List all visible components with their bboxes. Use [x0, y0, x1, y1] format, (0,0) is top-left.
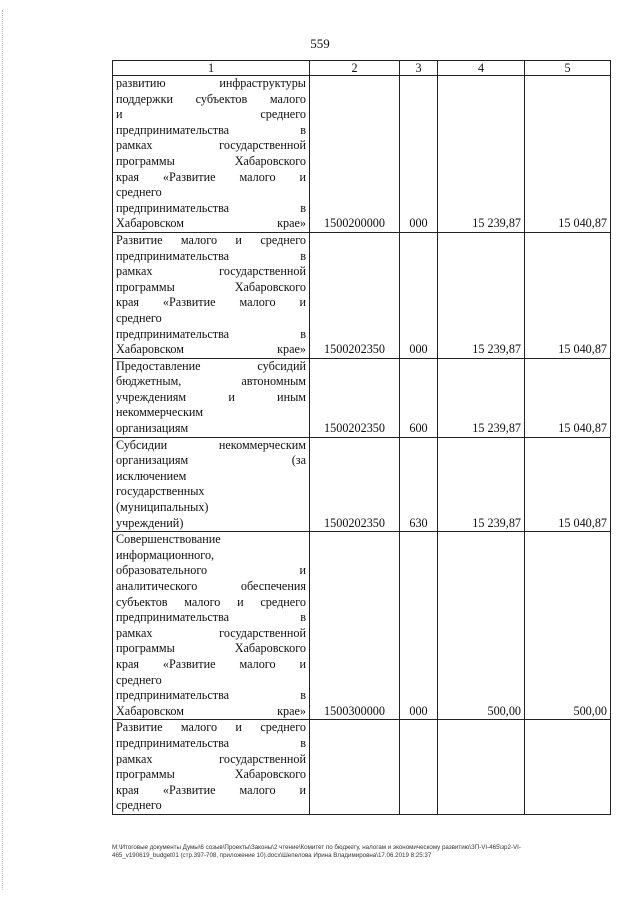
- table-body: [113, 76, 611, 815]
- footer-path-line-2: 465_v190619_budget01 (стр.397-708, приложение 10).docx\Шепелова Ирина Владимировна\17.06.2019 8:25:37: [112, 852, 432, 859]
- row-name-line: края «Развитие малого и: [116, 782, 306, 797]
- amount-year-2-cell: 15 040,87: [525, 232, 611, 358]
- row-name-cell: [113, 437, 310, 532]
- amount-year-1-cell: 15 239,87: [438, 232, 525, 358]
- amount-year-2-cell: 15 040,87: [525, 358, 611, 437]
- table-header-row: [113, 61, 611, 76]
- row-name-line: программы Хабаровского: [116, 153, 306, 168]
- document-footer: [112, 844, 622, 860]
- target-code-cell: 1500300000: [310, 532, 400, 720]
- row-name-line: программы Хабаровского: [116, 279, 306, 294]
- target-code-cell: [310, 720, 400, 815]
- expense-group-cell: 000: [400, 532, 438, 720]
- row-name-line: среднего: [116, 185, 162, 200]
- row-name-line: учреждений): [116, 515, 184, 530]
- row-name-line: предпринимательства в: [116, 200, 306, 215]
- row-name-cell: [113, 358, 310, 437]
- amount-year-2-cell: 15 040,87: [525, 76, 611, 233]
- row-name-line: некоммерческим: [116, 405, 204, 420]
- row-name-line: развитию инфраструктуры: [116, 76, 306, 90]
- row-name-line: предпринимательства в: [116, 248, 306, 263]
- header-col-5: 5: [525, 61, 611, 76]
- table-row: [113, 232, 611, 358]
- expense-group-cell: 630: [400, 437, 438, 532]
- row-name-line: бюджетным, автономным: [116, 374, 306, 389]
- page-number: 559: [310, 36, 330, 51]
- target-code-cell: 1500202350: [310, 358, 400, 437]
- row-name-line: Хабаровском крае»: [116, 342, 306, 357]
- scan-margin-mark: [2, 10, 5, 890]
- amount-year-1-cell: 500,00: [438, 532, 525, 720]
- row-name-line: рамках государственной: [116, 264, 306, 279]
- table-row: [113, 720, 611, 815]
- row-name-line: Развитие малого и среднего: [116, 232, 306, 247]
- row-name-line: организациям (за: [116, 453, 306, 468]
- footer-path-line-1: M:\Итоговые документы Думы\6 созыв\Проекты\Законы\2 чтение\Комитет по бюджету, налогам и экономическому развитию\ЗП-VI-465\зр2-VI-: [112, 844, 521, 851]
- row-name-line: среднего: [116, 310, 162, 325]
- table-row: [113, 437, 611, 532]
- row-name-line: края «Развитие малого и: [116, 656, 306, 671]
- row-name-line: Совершенствование: [116, 532, 221, 547]
- expense-group-cell: 000: [400, 232, 438, 358]
- row-name-line: образовательного и: [116, 563, 306, 578]
- target-code-cell: 1500200000: [310, 76, 400, 233]
- target-code-cell: 1500202350: [310, 437, 400, 532]
- row-name-cell: [113, 720, 310, 815]
- row-name-line: предпринимательства в: [116, 610, 306, 625]
- header-col-3: 3: [400, 61, 438, 76]
- row-name-line: края «Развитие малого и: [116, 295, 306, 310]
- row-name-line: предпринимательства в: [116, 735, 306, 750]
- row-name-line: информационного,: [116, 547, 215, 562]
- row-name-line: рамках государственной: [116, 625, 306, 640]
- row-name-line: среднего: [116, 798, 162, 813]
- amount-year-1-cell: 15 239,87: [438, 358, 525, 437]
- row-name-line: исключением: [116, 468, 187, 483]
- amount-year-2-cell: 500,00: [525, 532, 611, 720]
- row-name-cell: [113, 532, 310, 720]
- amount-year-1-cell: 15 239,87: [438, 437, 525, 532]
- row-name-line: рамках государственной: [116, 138, 306, 153]
- amount-year-1-cell: 15 239,87: [438, 76, 525, 233]
- row-name-line: программы Хабаровского: [116, 767, 306, 782]
- row-name-line: программы Хабаровского: [116, 641, 306, 656]
- row-name-line: предпринимательства в: [116, 688, 306, 703]
- row-name-line: среднего: [116, 672, 162, 687]
- row-name-line: Субсидии некоммерческим: [116, 437, 306, 452]
- amount-year-2-cell: 15 040,87: [525, 437, 611, 532]
- row-name-line: края «Развитие малого и: [116, 169, 306, 184]
- table-row: [113, 532, 611, 720]
- row-name-line: государственных: [116, 484, 205, 499]
- budget-table: [112, 60, 611, 815]
- row-name-line: Хабаровском крае»: [116, 703, 306, 718]
- row-name-line: Предоставление субсидий: [116, 358, 306, 373]
- row-name-line: организациям: [116, 421, 189, 436]
- header-col-4: 4: [438, 61, 525, 76]
- row-name-line: субъектов малого и среднего: [116, 594, 306, 609]
- expense-group-cell: 000: [400, 76, 438, 233]
- row-name-line: Хабаровском крае»: [116, 216, 306, 231]
- row-name-line: рамках государственной: [116, 751, 306, 766]
- amount-year-2-cell: [525, 720, 611, 815]
- row-name-line: учреждениям и иным: [116, 389, 306, 404]
- target-code-cell: 1500202350: [310, 232, 400, 358]
- row-name-line: предпринимательства в: [116, 326, 306, 341]
- row-name-line: Развитие малого и среднего: [116, 720, 306, 735]
- header-col-2: 2: [310, 61, 400, 76]
- row-name-line: и среднего: [116, 107, 306, 122]
- row-name-line: (муниципальных): [116, 500, 209, 515]
- row-name-line: поддержки субъектов малого: [116, 91, 306, 106]
- header-col-1: 1: [113, 61, 310, 76]
- table-row: [113, 76, 611, 233]
- amount-year-1-cell: [438, 720, 525, 815]
- row-name-line: аналитического обеспечения: [116, 579, 306, 593]
- table-row: [113, 358, 611, 437]
- expense-group-cell: [400, 720, 438, 815]
- row-name-line: предпринимательства в: [116, 122, 306, 137]
- expense-group-cell: 600: [400, 358, 438, 437]
- row-name-cell: [113, 76, 310, 233]
- row-name-cell: [113, 232, 310, 358]
